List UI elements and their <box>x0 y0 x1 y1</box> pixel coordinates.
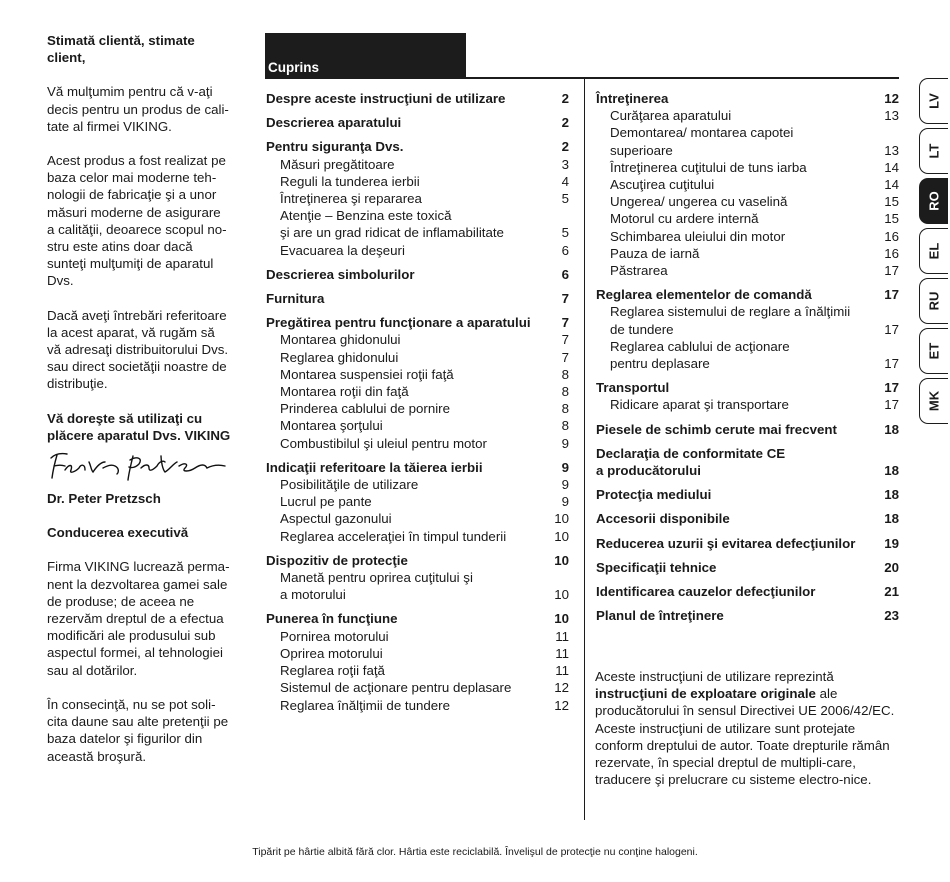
toc-heading[interactable] <box>596 583 899 600</box>
toc-section <box>266 90 569 107</box>
language-tab-label: LT <box>926 143 942 159</box>
toc-entry-title: Montarea suspensiei roţii faţă <box>280 366 454 382</box>
column-divider <box>584 78 585 820</box>
toc-entry[interactable] <box>596 303 899 337</box>
toc-entry-title: Ascuţirea cuţitului <box>610 177 715 193</box>
toc-entry-title: Schimbarea uleiului din motor <box>610 228 786 244</box>
toc-section <box>596 559 899 576</box>
toc-entry-title: Demontarea/ montarea capotei superioare <box>610 125 794 158</box>
toc-section <box>596 583 899 600</box>
toc-entry-page: 23 <box>884 608 899 624</box>
language-tab-label: LV <box>926 93 942 109</box>
toc-entry-title: Reguli la tunderea ierbii <box>280 173 420 189</box>
development-paragraph: Firma VIKING lucrează perma- nent la dezvoltarea gamei sale de produse; de aceea ne rezervăm dreptul de a efectua modificări ale produsului sub aspectul formei, al tehnologiei sau al dotărilor. <box>47 559 230 678</box>
language-tab-el[interactable] <box>919 228 948 274</box>
toc-entry-title: Prinderea cablului de pornire <box>280 401 451 417</box>
toc-entry-title: Păstrarea <box>610 263 668 279</box>
toc-entry-page: 18 <box>884 511 899 527</box>
toc-entry-page: 11 <box>555 663 569 679</box>
toc-entry[interactable] <box>266 569 569 603</box>
toc-entry-title: Curăţarea aparatului <box>610 108 732 124</box>
language-tabs <box>919 78 950 428</box>
toc-entry[interactable] <box>596 176 899 193</box>
language-tab-lt[interactable] <box>919 128 948 174</box>
toc-entry[interactable] <box>266 628 569 645</box>
toc-entry-page: 9 <box>561 494 569 510</box>
toc-section <box>596 286 899 372</box>
toc-entry-page: 3 <box>561 156 569 172</box>
toc-entry-title: Furnitura <box>266 291 325 307</box>
toc-section <box>266 610 569 713</box>
toc-entry-title: Dispozitiv de protecţie <box>266 552 408 568</box>
toc-section <box>596 90 899 279</box>
toc-entry-title: Planul de întreţinere <box>596 608 724 624</box>
toc-entry-page: 7 <box>561 349 569 365</box>
copyright-note: Aceste instrucţiuni de utilizare sunt protejate conform dreptului de autor. Toate drepturile rămân rezervate, în special dreptul de multipli-care, traducere şi prelucrare cu sisteme electro-nice. <box>595 720 890 788</box>
toc-entry[interactable] <box>266 697 569 714</box>
toc-section <box>266 138 569 258</box>
language-tab-et[interactable] <box>919 328 948 374</box>
toc-heading[interactable] <box>266 266 569 283</box>
toc-entry-page: 10 <box>554 528 569 544</box>
toc-entry-page: 12 <box>884 91 899 106</box>
toc-entry-page: 17 <box>884 263 899 279</box>
toc-section <box>266 266 569 283</box>
toc-entry-title: Pauza de iarnă <box>610 245 700 261</box>
toc-entry-title: Evacuarea la deşeuri <box>280 242 405 258</box>
toc-entry-page: 8 <box>561 401 569 417</box>
toc-entry[interactable] <box>266 383 569 400</box>
toc-entry-page: 10 <box>554 511 569 527</box>
toc-entry-title: Combustibilul şi uleiul pentru motor <box>280 435 487 451</box>
toc-entry-page: 13 <box>884 142 899 158</box>
toc-entry-title: Posibilităţile de utilizare <box>280 477 419 493</box>
toc-entry-page: 17 <box>884 356 899 372</box>
toc-entry-page: 14 <box>884 177 899 193</box>
toc-entry-title: Reglarea ghidonului <box>280 349 399 365</box>
toc-entry-title: Reglarea elementelor de comandă <box>596 287 812 303</box>
toc-heading[interactable] <box>596 421 899 438</box>
toc-entry-page: 8 <box>561 384 569 400</box>
toc-entry[interactable] <box>266 528 569 545</box>
note-bold: instrucţiuni de exploatare originale <box>595 686 816 702</box>
toc-heading[interactable] <box>596 535 899 552</box>
toc-entry[interactable] <box>596 396 899 413</box>
toc-entry-title: Atenţie – Benzina este toxică şi are un grad ridicat de inflamabilitate <box>280 208 504 241</box>
toc-entry-title: Aspectul gazonului <box>280 511 392 527</box>
toc-entry-title: Întreţinerea cuţitului de tuns iarba <box>610 159 807 175</box>
intro-paragraph: Acest produs a fost realizat pe baza celor mai moderne teh- nologii de fabricaţie şi a unor măsuri moderne de asigurare a calităţii, deoarece scopul no- stru este atins doar dacă sunteţi mulţumiţi de aparatul Dvs. <box>47 153 227 289</box>
toc-section <box>266 552 569 604</box>
toc-entry-page: 16 <box>884 228 899 244</box>
toc-entry-title: Declaraţia de conformitate CE a producătorului <box>596 445 786 479</box>
toc-entry-page: 18 <box>884 421 899 437</box>
toc-heading[interactable] <box>266 290 569 307</box>
toc-entry-title: Ungerea/ ungerea cu vaselină <box>610 194 788 210</box>
toc-section <box>596 421 899 438</box>
toc-section <box>266 459 569 545</box>
toc-entry-title: Întreţinerea şi repararea <box>280 191 422 207</box>
toc-entry[interactable] <box>266 331 569 348</box>
toc-entry-page: 10 <box>554 552 569 568</box>
language-tab-lv[interactable] <box>919 78 948 124</box>
signature-image <box>45 448 230 482</box>
toc-entry-page: 18 <box>884 463 899 479</box>
toc-heading[interactable] <box>266 552 569 569</box>
toc-entry-title: Manetă pentru oprirea cuţitului şi a motorului <box>280 570 473 603</box>
toc-entry-title: Măsuri pregătitoare <box>280 156 395 172</box>
toc-entry[interactable] <box>266 242 569 259</box>
toc-entry[interactable] <box>596 338 899 372</box>
toc-entry-page: 6 <box>561 242 569 258</box>
toc-entry-page: 17 <box>884 321 899 337</box>
toc-entry-page: 18 <box>884 487 899 503</box>
language-tab-label: ET <box>926 342 942 360</box>
toc-section <box>596 379 899 413</box>
toc-entry-title: Despre aceste instrucţiuni de utilizare <box>266 91 506 106</box>
toc-entry-page: 2 <box>561 115 569 131</box>
toc-entry-page: 7 <box>561 291 569 307</box>
toc-entry-page: 5 <box>561 191 569 207</box>
toc-entry[interactable] <box>596 228 899 245</box>
toc-entry-title: Lucrul pe pante <box>280 494 372 510</box>
toc-entry-page: 15 <box>884 194 899 210</box>
toc-entry-title: Montarea ghidonului <box>280 332 401 348</box>
toc-entry[interactable] <box>266 679 569 696</box>
toc-entry-title: Pentru siguranţa Dvs. <box>266 139 404 155</box>
toc-entry-title: Reglarea cablului de acţionare pentru deplasare <box>610 338 790 372</box>
toc-heading[interactable] <box>596 559 899 576</box>
toc-entry-page: 20 <box>884 559 899 575</box>
toc-entry-title: Motorul cu ardere internă <box>610 211 759 227</box>
toc-entry-page: 9 <box>561 435 569 451</box>
toc-entry-page: 8 <box>561 366 569 382</box>
toc-entry-page: 9 <box>561 477 569 493</box>
questions-paragraph: Dacă aveţi întrebări referitoare la acest aparat, vă rugăm să vă adresaţi distribuitorului Dvs. sau direct societăţii noastre de distribuţie. <box>47 307 229 392</box>
toc-entry[interactable] <box>596 210 899 227</box>
language-tab-label: EL <box>926 242 942 260</box>
toc-entry[interactable] <box>596 159 899 176</box>
signer-role: Conducerea executivă <box>47 525 189 541</box>
toc-entry-page: 14 <box>884 159 899 175</box>
thanks-paragraph: Vă mulţumim pentru că v-aţi decis pentru un produs de cali- tate al firmei VIKING. <box>47 84 229 134</box>
toc-entry-page: 17 <box>884 380 899 396</box>
toc-entry-page: 17 <box>884 397 899 413</box>
toc-entry[interactable] <box>266 510 569 527</box>
toc-entry-page: 21 <box>884 584 899 600</box>
toc-entry-page: 12 <box>554 680 569 696</box>
toc-entry[interactable] <box>266 173 569 190</box>
footer-note: Tipărit pe hârtie albită fără clor. Hârtia este reciclabilă. Învelişul de protecţie nu conţine halogeni. <box>252 846 698 858</box>
toc-section <box>596 445 899 479</box>
toc-entry[interactable] <box>596 107 899 124</box>
toc-entry-page: 12 <box>554 697 569 713</box>
toc-entry-title: Oprirea motorului <box>280 645 383 661</box>
toc-entry-title: Descrierea simbolurilor <box>266 266 415 282</box>
toc-entry[interactable] <box>266 400 569 417</box>
toc-entry[interactable] <box>266 417 569 434</box>
toc-entry-title: Reglarea sistemului de reglare a înălţimii de tundere <box>610 304 851 337</box>
toc-entry-title: Reglarea roţii faţă <box>280 663 385 679</box>
toc-entry-title: Descrierea aparatului <box>266 115 402 131</box>
letter-column <box>47 32 245 765</box>
toc-entry-title: Pregătirea pentru funcţionare a aparatului <box>266 315 531 331</box>
toc-entry[interactable] <box>266 366 569 383</box>
toc-entry-title: Accesorii disponibile <box>596 511 730 527</box>
note-line-1: Aceste instrucţiuni de utilizare reprezintă <box>595 669 834 684</box>
toc-entry-page: 5 <box>561 225 569 241</box>
signer-name: Dr. Peter Pretzsch <box>47 491 161 507</box>
toc-heading[interactable] <box>596 486 899 503</box>
toc-section <box>596 535 899 552</box>
toc-entry-page: 8 <box>561 418 569 434</box>
toc-entry-page: 4 <box>561 173 569 189</box>
toc-entry-page: 17 <box>884 287 899 303</box>
toc-entry-page: 11 <box>555 645 569 661</box>
original-instructions-note <box>595 668 901 788</box>
toc-entry-page: 10 <box>554 611 569 627</box>
language-tab-ro[interactable] <box>919 178 948 224</box>
toc-heading[interactable] <box>266 114 569 131</box>
toc-entry-title: Identificarea cauzelor defecţiunilor <box>596 584 816 600</box>
toc-entry-title: Specificaţii tehnice <box>596 559 717 575</box>
toc-entry[interactable] <box>596 262 899 279</box>
toc-header <box>265 33 466 78</box>
toc-section <box>596 607 899 624</box>
note-line-3: producătorului în sensul Directivei UE 2006/42/EC. <box>595 703 895 719</box>
toc-entry-title: Montarea şorţului <box>280 418 383 434</box>
toc-title: Cuprins <box>268 60 320 75</box>
toc-entry[interactable] <box>266 662 569 679</box>
toc-heading[interactable] <box>596 445 899 479</box>
toc-heading[interactable] <box>596 379 899 396</box>
language-tab-label: MK <box>926 390 942 412</box>
header-rule <box>265 77 899 79</box>
toc-entry-title: Protecţia mediului <box>596 487 712 503</box>
toc-entry-title: Punerea în funcţiune <box>266 611 398 627</box>
note-after-bold: ale <box>815 686 838 702</box>
language-tab-ru[interactable] <box>919 278 948 324</box>
toc-section <box>266 314 569 452</box>
toc-entry[interactable] <box>266 349 569 366</box>
toc-entry[interactable] <box>266 190 569 207</box>
greeting: Stimată clientă, stimate client, <box>47 33 195 66</box>
toc-entry-page: 7 <box>561 315 569 331</box>
language-tab-label: RO <box>926 191 942 211</box>
toc-heading[interactable] <box>596 510 899 527</box>
toc-entry-page: 7 <box>561 332 569 348</box>
signature <box>47 444 245 490</box>
toc-entry-title: Pornirea motorului <box>280 628 389 644</box>
toc-entry-title: Reducerea uzurii şi evitarea defecţiunilor <box>596 535 856 551</box>
toc-entry-title: Indicaţii referitoare la tăierea ierbii <box>266 459 483 475</box>
toc-entry-page: 6 <box>561 266 569 282</box>
toc-entry-title: Reglarea acceleraţiei în timpul tunderii <box>280 528 507 544</box>
toc-entry-title: Ridicare aparat şi transportare <box>610 397 789 413</box>
toc-heading[interactable] <box>266 314 569 331</box>
language-tab-mk[interactable] <box>919 378 948 424</box>
toc-entry-title: Sistemul de acţionare pentru deplasare <box>280 680 512 696</box>
toc-section <box>596 510 899 527</box>
toc-entry[interactable] <box>596 245 899 262</box>
toc-entry-title: Întreţinerea <box>596 91 669 106</box>
closing-wish: Vă doreşte să utilizaţi cu plăcere aparatul Dvs. VIKING <box>47 410 231 443</box>
toc-entry[interactable] <box>266 435 569 452</box>
toc-column-2 <box>596 90 899 631</box>
toc-heading[interactable] <box>596 286 899 303</box>
toc-entry[interactable] <box>266 476 569 493</box>
toc-entry[interactable] <box>266 156 569 173</box>
toc-column-1 <box>266 90 569 721</box>
toc-entry-title: Montarea roţii din faţă <box>280 384 409 400</box>
toc-entry-title: Transportul <box>596 380 670 396</box>
toc-entry-title: Reglarea înălţimii de tundere <box>280 697 451 713</box>
language-tab-label: RU <box>926 291 942 311</box>
toc-section <box>266 290 569 307</box>
toc-section <box>596 486 899 503</box>
toc-heading[interactable] <box>596 90 899 107</box>
toc-heading[interactable] <box>266 90 569 107</box>
toc-heading[interactable] <box>266 610 569 627</box>
toc-entry-title: Piesele de schimb cerute mai frecvent <box>596 421 837 437</box>
toc-entry[interactable] <box>266 493 569 510</box>
toc-entry-page: 10 <box>554 587 569 603</box>
toc-heading[interactable] <box>266 459 569 476</box>
toc-entry-page: 9 <box>561 459 569 475</box>
toc-entry[interactable] <box>266 207 569 241</box>
toc-entry-page: 16 <box>884 245 899 261</box>
toc-heading[interactable] <box>266 138 569 155</box>
toc-entry[interactable] <box>596 193 899 210</box>
toc-entry-page: 2 <box>561 91 569 106</box>
toc-section <box>266 114 569 131</box>
toc-entry-page: 15 <box>884 211 899 227</box>
toc-entry-page: 2 <box>561 139 569 155</box>
toc-entry[interactable] <box>596 124 899 158</box>
toc-entry-page: 13 <box>884 108 899 124</box>
toc-entry-page: 11 <box>555 628 569 644</box>
toc-entry-page: 19 <box>884 535 899 551</box>
toc-entry[interactable] <box>266 645 569 662</box>
claims-paragraph: În consecinţă, nu se pot soli- cita daune sau alte pretenţii pe baza datelor şi figurilor din această broşură. <box>47 696 229 764</box>
toc-heading[interactable] <box>596 607 899 624</box>
